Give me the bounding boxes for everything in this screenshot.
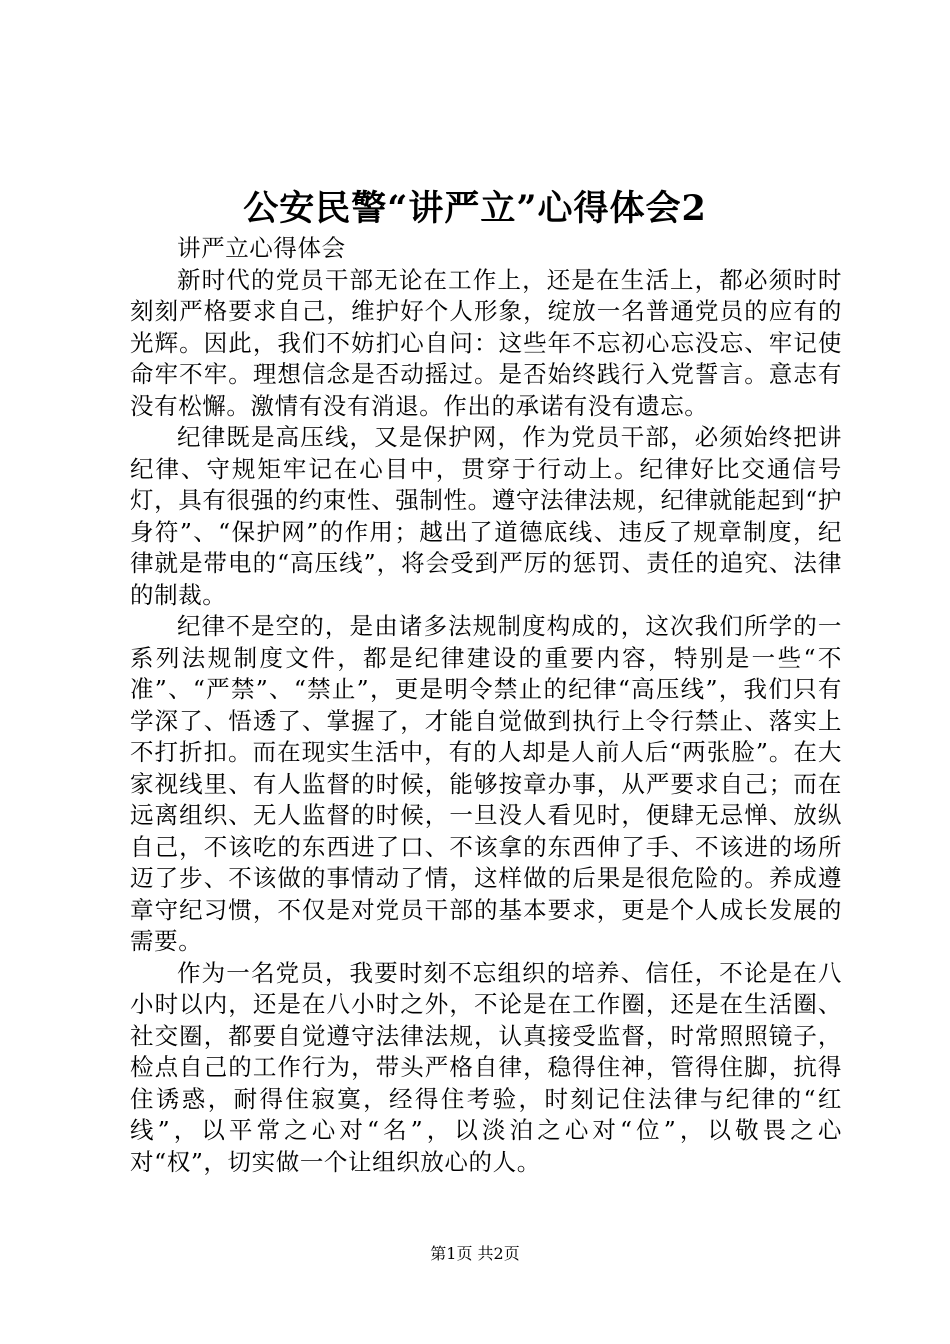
paragraph-1: 新时代的党员干部无论在工作上，还是在生活上，都必须时时刻刻严格要求自己，维护好个人形象，绽放一名普通党员的应有的光辉。因此，我们不妨扪心自问：这些年不忘初心忘没忘、牢记使命牢不牢。理想信念是否动摇过。是否始终践行入党誓言。意志有没有松懈。激情有没有消退。作出的承诺有没有遗忘。 (130, 265, 842, 420)
paragraph-4: 作为一名党员，我要时刻不忘组织的培养、信任，不论是在八小时以内，还是在八小时之外，不论是在工作圈，还是在生活圈、社交圈，都要自觉遵守法律法规，认真接受监督，时常照照镜子，检点自己的工作行为，带头严格自律，稳得住神，管得住脚，抗得住诱惑，耐得住寂寞，经得住考验，时刻记住法律与纪律的“红线”，以平常之心对“名”，以淡泊之心对“位”，以敬畏之心对“权”，切实做一个让组织放心的人。 (130, 958, 842, 1176)
document-body (130, 233, 842, 1178)
paragraph-3: 纪律不是空的，是由诸多法规制度构成的，这次我们所学的一系列法规制度文件，都是纪律建设的重要内容，特别是一些“不准”、“严禁”、“禁止”，更是明令禁止的纪律“高压线”，我们只有学深了、悟透了、掌握了，才能自觉做到执行上令行禁止、落实上不打折扣。而在现实生活中，有的人却是人前人后“两张脸”。在大家视线里、有人监督的时候，能够按章办事，从严要求自己；而在远离组织、无人监督的时候，一旦没人看见时，便肆无忌惮、放纵自己，不该吃的东西进了口、不该拿的东西伸了手、不该进的场所迈了步、不该做的事情动了情，这样做的后果是很危险的。养成遵章守纪习惯，不仅是对党员干部的基本要求，更是个人成长发展的需要。 (130, 612, 842, 955)
document-title: 公安民警“讲严立”心得体会2 (243, 188, 707, 229)
page-footer: 第1页 共2页 (430, 1244, 520, 1263)
paragraph-2: 纪律既是高压线，又是保护网，作为党员干部，必须始终把讲纪律、守规矩牢记在心目中，贯穿于行动上。纪律好比交通信号灯，具有很强的约束性、强制性。遵守法律法规，纪律就能起到“护身符”、“保护网”的作用；越出了道德底线、违反了规章制度，纪律就是带电的“高压线”，将会受到严厉的惩罚、责任的追究、法律的制裁。 (130, 423, 842, 609)
paragraph-subtitle: 讲严立心得体会 (177, 234, 346, 262)
